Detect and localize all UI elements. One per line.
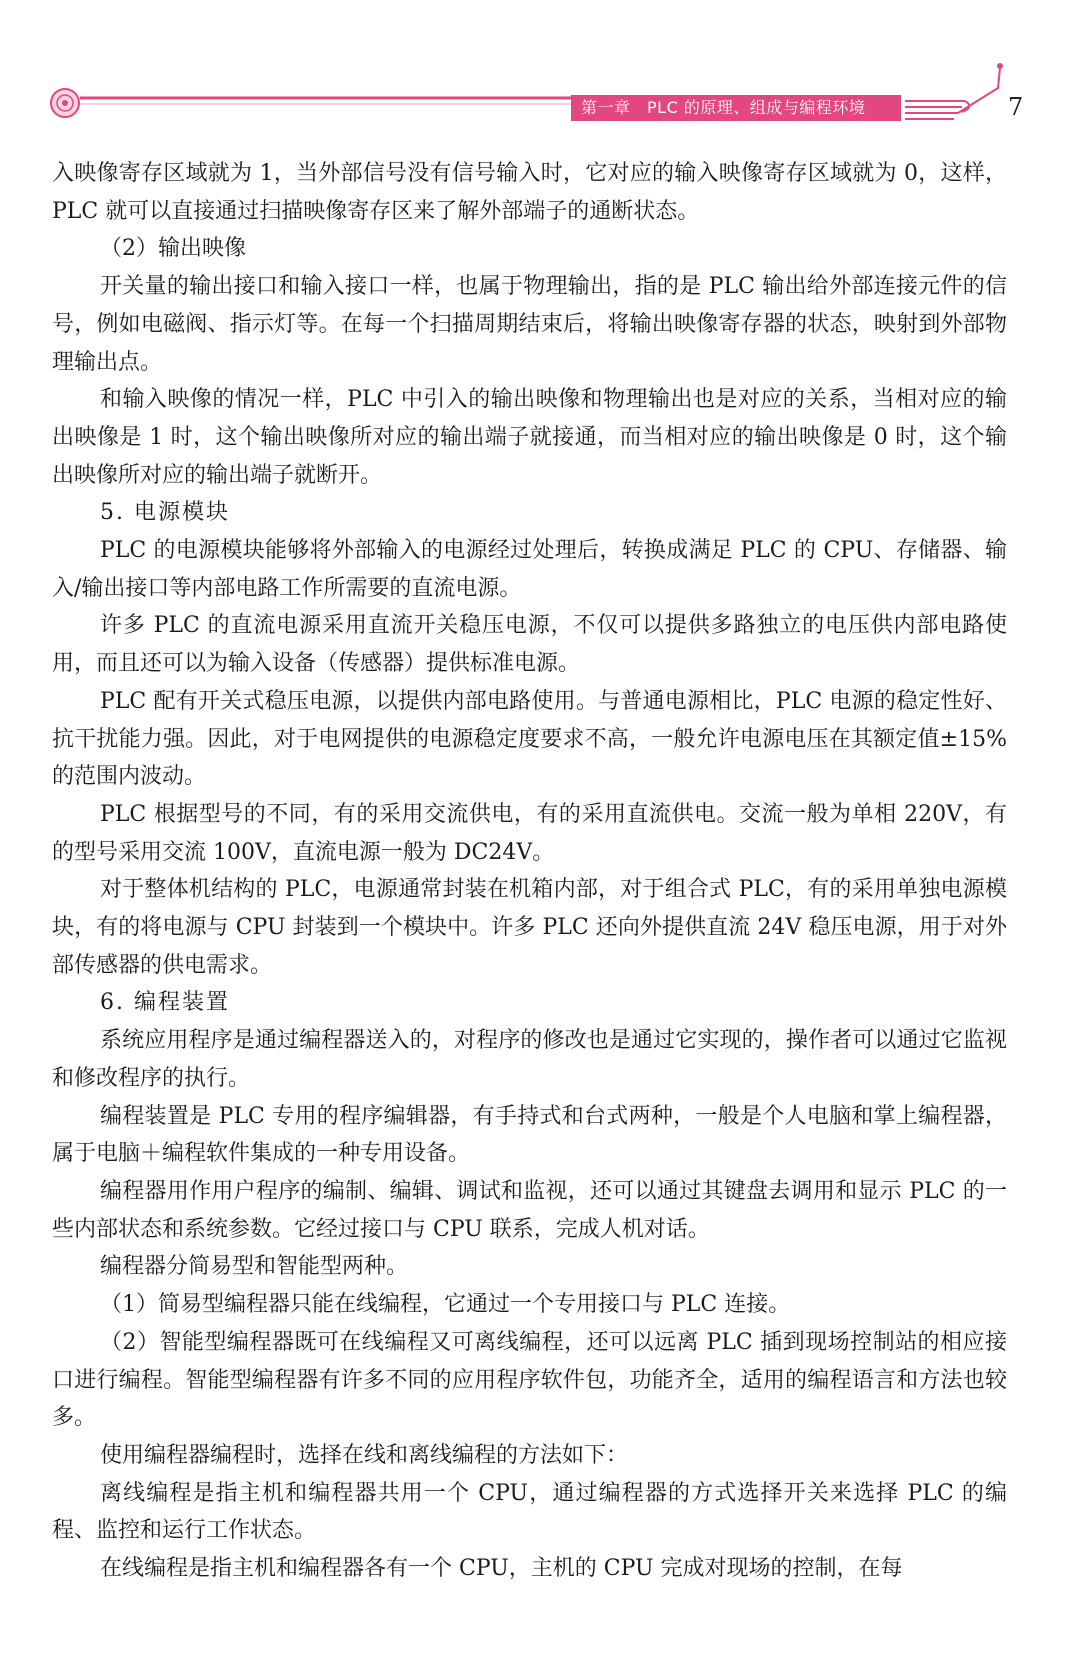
list-item: （2）智能型编程器既可在线编程又可离线编程，还可以远离 PLC 插到现场控制站的相应接口进行编程。智能型编程器有许多不同的应用程序软件包，功能齐全，适用的编程语言和方法也较多。 — [52, 1329, 1007, 1431]
paragraph: 编程器用作用户程序的编制、编辑、调试和监视，还可以通过其键盘去调用和显示 PLC 的一些内部状态和系统参数。它经过接口与 CPU 联系，完成人机对话。 — [52, 1178, 1007, 1242]
paragraph: 编程器分简易型和智能型两种。 — [100, 1254, 409, 1280]
header-decoration — [0, 0, 1080, 140]
paragraph: 在线编程是指主机和编程器各有一个 CPU，主机的 CPU 完成对现场的控制，在每 — [100, 1556, 903, 1582]
paragraph: PLC 配有开关式稳压电源，以提供内部电路使用。与普通电源相比，PLC 电源的稳定性好、抗干扰能力强。因此，对于电网提供的电源稳定度要求不高，一般允许电源电压在其额定值±15%的范围内波动。 — [52, 688, 1007, 790]
paragraph: 开关量的输出接口和输入接口一样，也属于物理输出，指的是 PLC 输出给外部连接元件的信号，例如电磁阀、指示灯等。在每一个扫描周期结束后，将输出映像寄存器的状态，映射到外部物理输出点。 — [52, 274, 1007, 375]
page-number: 7 — [1008, 93, 1024, 121]
paragraph: 系统应用程序是通过编程器送入的，对程序的修改也是通过它实现的，操作者可以通过它监视和修改程序的执行。 — [52, 1028, 1007, 1091]
list-item: （1）简易型编程器只能在线编程，它通过一个专用接口与 PLC 连接。 — [100, 1292, 791, 1318]
page-body — [52, 155, 1007, 1588]
page-header — [0, 0, 1080, 140]
chapter-title-banner: 第一章 PLC 的原理、组成与编程环境 — [571, 95, 901, 121]
paragraph: 对于整体机结构的 PLC，电源通常封装在机箱内部，对于组合式 PLC，有的采用单独电源模块，有的将电源与 CPU 封装到一个模块中。许多 PLC 还向外提供直流 24V 稳压电源，用于对外部传感器的供电需求。 — [52, 877, 1007, 978]
paragraph: 编程装置是 PLC 专用的程序编辑器，有手持式和台式两种，一般是个人电脑和掌上编程器，属于电脑＋编程软件集成的一种专用设备。 — [52, 1103, 1007, 1167]
paragraph: 许多 PLC 的直流电源采用直流开关稳压电源，不仅可以提供多路独立的电压供内部电路使用，而且还可以为输入设备（传感器）提供标准电源。 — [52, 613, 1007, 677]
header-swirl-ornament — [905, 68, 1000, 119]
paragraph: 使用编程器编程时，选择在线和离线编程的方法如下： — [100, 1442, 629, 1468]
paragraph: 入映像寄存区域就为 1，当外部信号没有信号输入时，它对应的输入映像寄存区域就为 0，这样，PLC 就可以直接通过扫描映像寄存区来了解外部端子的通断状态。 — [52, 161, 1007, 224]
paragraph: 离线编程是指主机和编程器共用一个 CPU，通过编程器的方式选择开关来选择 PLC 的编程、监控和运行工作状态。 — [52, 1480, 1007, 1544]
subsection-heading: （2）输出映像 — [100, 236, 246, 262]
paragraph: 和输入映像的情况一样，PLC 中引入的输出映像和物理输出也是对应的关系，当相对应的输出映像是 1 时，这个输出映像所对应的输出端子就接通，而当相对应的输出映像是 0 时，这个输出映像所对应的输出端子就断开。 — [52, 387, 1007, 488]
section-heading: 5. 电源模块 — [100, 500, 230, 526]
paragraph: PLC 根据型号的不同，有的采用交流供电，有的采用直流供电。交流一般为单相 220V，有的型号采用交流 100V，直流电源一般为 DC24V。 — [52, 801, 1007, 865]
section-heading: 6. 编程装置 — [100, 990, 230, 1016]
paragraph: PLC 的电源模块能够将外部输入的电源经过处理后，转换成满足 PLC 的 CPU、存储器、输入/输出接口等内部电路工作所需要的直流电源。 — [52, 538, 1007, 601]
